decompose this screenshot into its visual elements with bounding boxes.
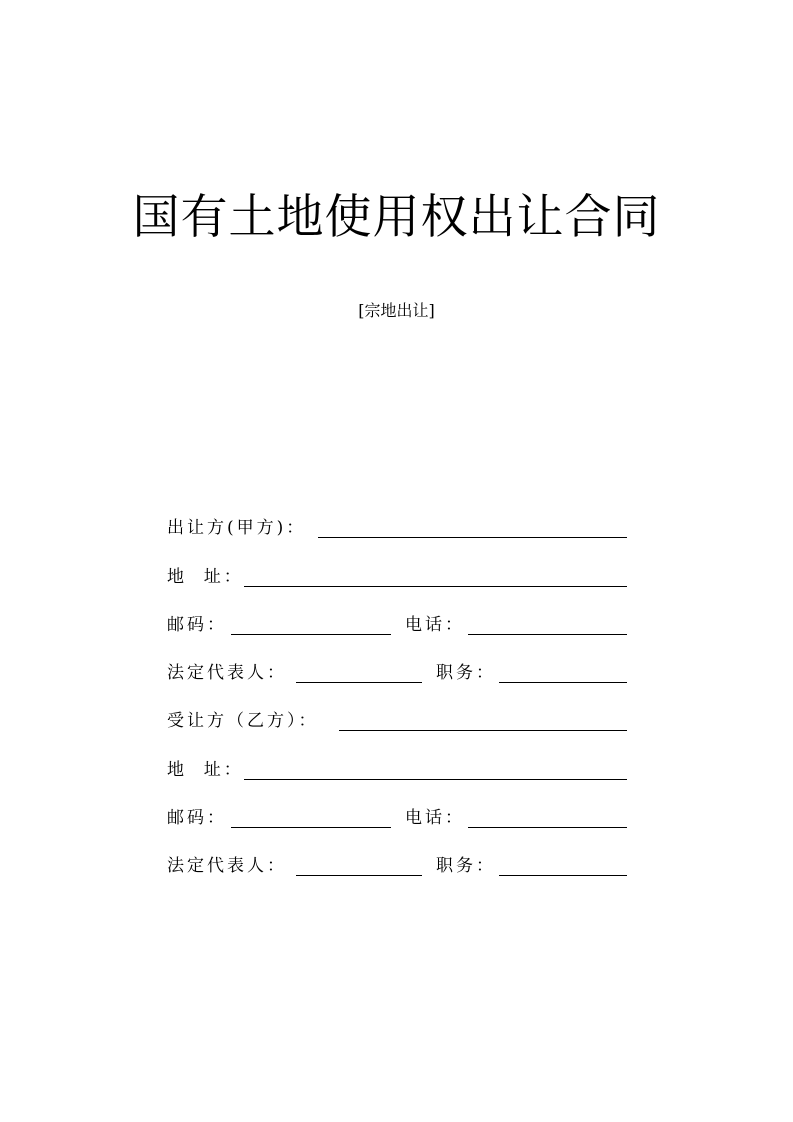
grantor-legal-rep-blank[interactable] xyxy=(296,682,422,683)
grantee-legal-rep-label: 法定代表人： xyxy=(167,856,287,876)
grantor-phone-label: 电话： xyxy=(405,615,465,635)
grantor-party-label: 出让方(甲方)： xyxy=(167,518,307,538)
grantee-position-label: 职务： xyxy=(436,856,496,876)
grantee-contact-row xyxy=(0,806,793,830)
grantor-phone-blank[interactable] xyxy=(468,634,627,635)
grantee-rep-row xyxy=(0,854,793,878)
grantor-address-blank[interactable] xyxy=(244,586,627,587)
grantor-rep-row xyxy=(0,661,793,685)
grantor-position-blank[interactable] xyxy=(499,682,627,683)
document-subtitle: [宗地出让] xyxy=(358,301,435,320)
grantee-party-blank[interactable] xyxy=(339,730,627,731)
grantor-postcode-label: 邮码： xyxy=(167,615,227,635)
document-title: 国有土地使用权出让合同 xyxy=(132,190,661,245)
grantee-party-row xyxy=(0,709,793,733)
grantee-postcode-label: 邮码： xyxy=(167,808,227,828)
grantor-position-label: 职务： xyxy=(436,663,496,683)
grantor-address-row xyxy=(0,565,793,589)
grantee-address-row xyxy=(0,758,793,782)
grantee-address-blank[interactable] xyxy=(244,779,627,780)
grantor-party-row xyxy=(0,516,793,540)
grantee-phone-label: 电话： xyxy=(405,808,465,828)
grantor-postcode-blank[interactable] xyxy=(231,634,391,635)
grantee-postcode-blank[interactable] xyxy=(231,827,391,828)
grantor-legal-rep-label: 法定代表人： xyxy=(167,663,287,683)
grantee-phone-blank[interactable] xyxy=(468,827,627,828)
grantor-address-label: 地 址： xyxy=(167,567,244,587)
grantor-party-blank[interactable] xyxy=(318,537,627,538)
grantee-position-blank[interactable] xyxy=(499,875,627,876)
grantee-party-label: 受让方（乙方）： xyxy=(167,711,319,731)
grantor-contact-row xyxy=(0,613,793,637)
grantee-address-label: 地 址： xyxy=(167,760,244,780)
grantee-legal-rep-blank[interactable] xyxy=(296,875,422,876)
